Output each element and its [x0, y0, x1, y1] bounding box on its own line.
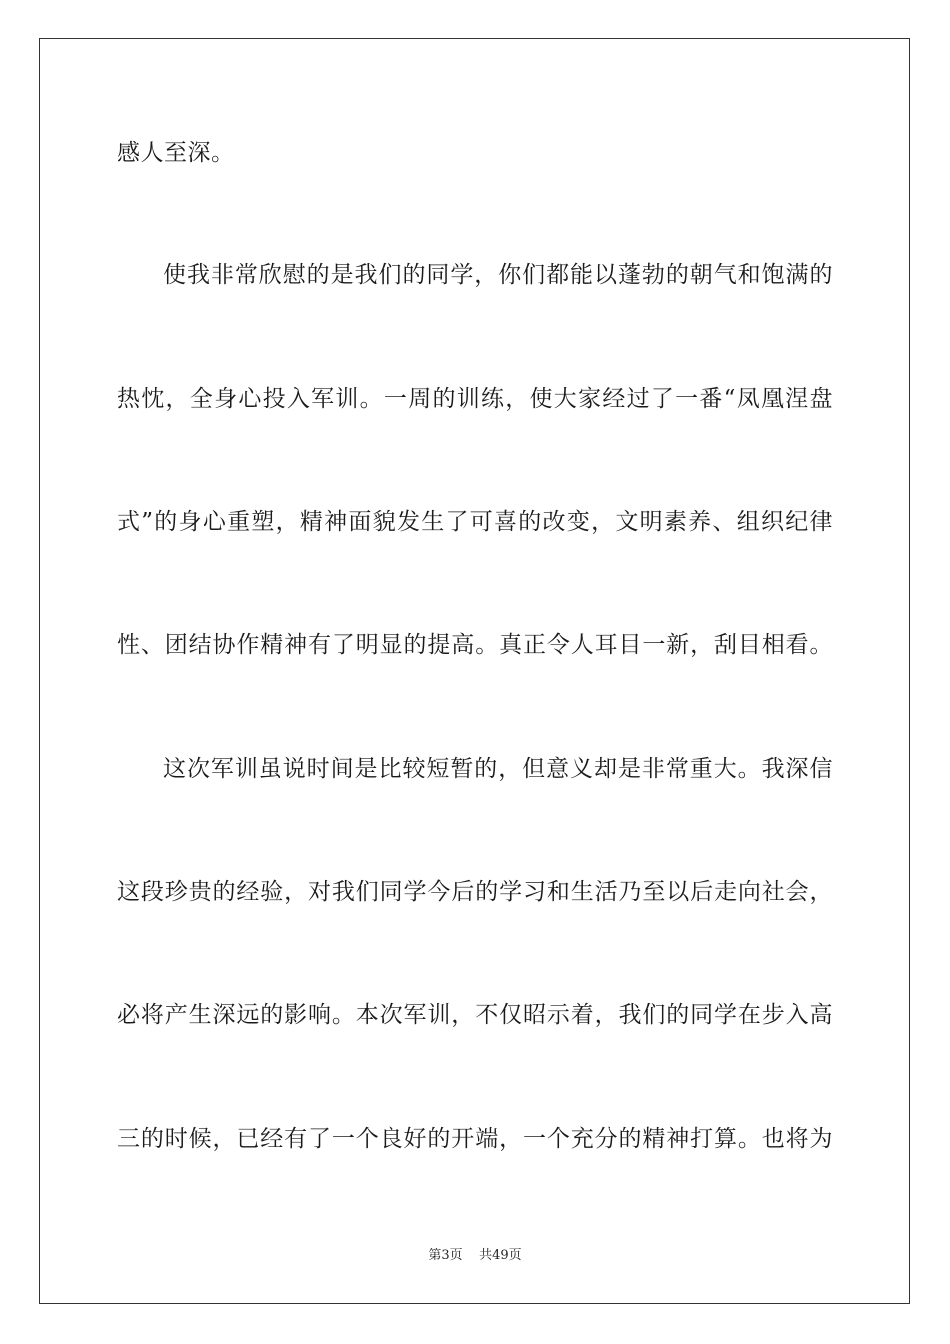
page-border: [39, 38, 910, 1304]
page-number: 第3页: [428, 1248, 463, 1263]
text-line-6: 这次军训虽说时间是比较短暂的，但意义却是非常重大。我深信: [163, 756, 833, 782]
page-footer: [0, 1248, 950, 1264]
text-line-9: 三的时候，已经有了一个良好的开端，一个充分的精神打算。也将为: [117, 1126, 833, 1152]
text-line-8: 必将产生深远的影响。本次军训，不仅昭示着，我们的同学在步入高: [117, 1002, 833, 1028]
text-line-7: 这段珍贵的经验，对我们同学今后的学习和生活乃至以后走向社会，: [117, 879, 833, 905]
text-line-2: 使我非常欣慰的是我们的同学，你们都能以蓬勃的朝气和饱满的: [163, 262, 833, 288]
text-line-4: 式”的身心重塑，精神面貌发生了可喜的改变，文明素养、组织纪律: [117, 509, 833, 535]
page-total: 共49页: [479, 1248, 522, 1263]
text-line-1: 感人至深。: [117, 140, 235, 166]
text-line-3: 热忱，全身心投入军训。一周的训练，使大家经过了一番“凤凰涅盘: [117, 386, 833, 412]
text-line-5: 性、团结协作精神有了明显的提高。真正令人耳目一新，刮目相看。: [117, 632, 833, 658]
